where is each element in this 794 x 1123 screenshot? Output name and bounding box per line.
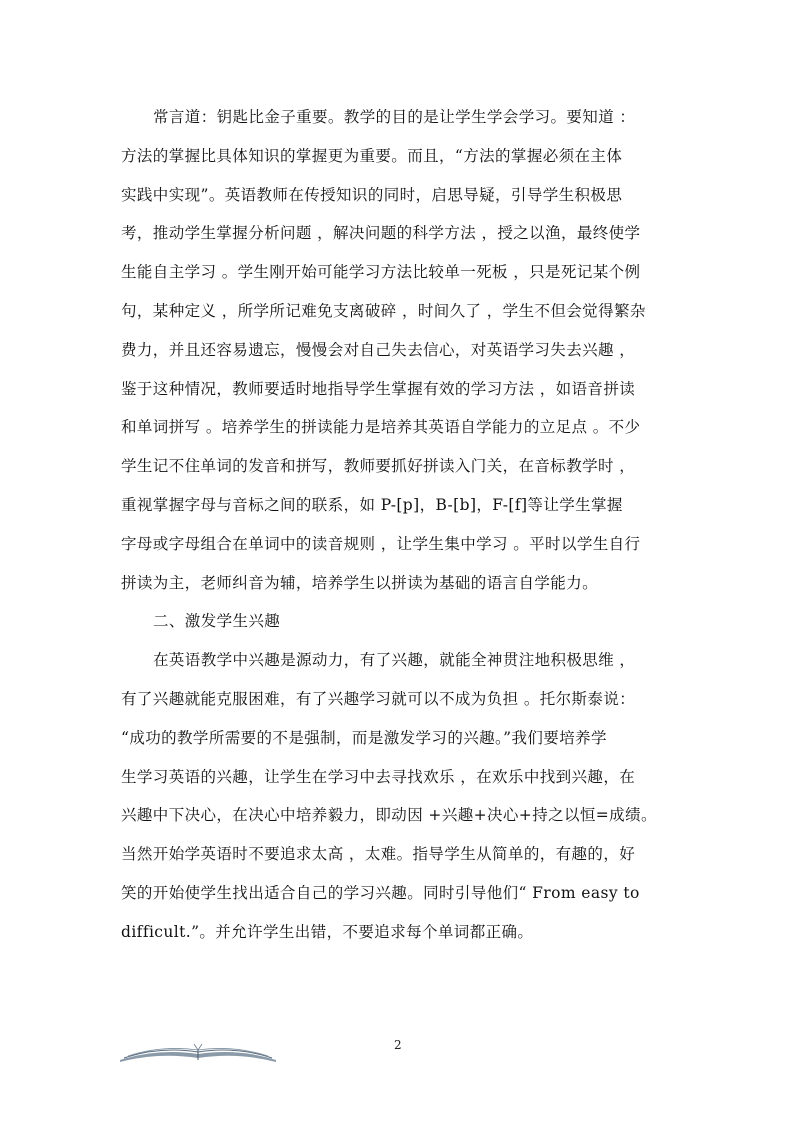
paragraph-line: 字母或字母组合在单词中的读音规则 ，让学生集中学习 。平时以学生自行: [121, 534, 641, 553]
body-text: [121, 98, 681, 952]
open-book-icon: [118, 1040, 278, 1064]
paragraph-line: 实践中实现”。英语教师在传授知识的同时，启思导疑，引导学生积极思: [121, 185, 623, 204]
paragraph-line: 费力，并且还容易遗忘，慢慢会对自己失去信心，对英语学习失去兴趣 ，: [121, 340, 636, 359]
paragraph-line: difficult.”。并允许学生出错，不要追求每个单词都正确。: [121, 922, 534, 941]
paragraph-line: 在英语教学中兴趣是源动力，有了兴趣，就能全神贯注地积极思维 ，: [153, 651, 636, 670]
paragraph-line: 考，推动学生掌握分析问题 ，解决问题的科学方法 ，授之以渔，最终使学: [121, 224, 641, 243]
section-heading: 二、激发学生兴趣: [153, 612, 281, 631]
paragraph-line: 当然开始学英语时不要追求太高 ，太难。指导学生从简单的，有趣的，好: [121, 845, 636, 864]
paragraph-line: 重视掌握字母与音标之间的联系，如 P-[p]，B-[b]，F-[f]等让学生掌握: [121, 495, 623, 514]
paragraph-line: 笑的开始使学生找出适合自己的学习兴趣。同时引导他们“ From easy to: [121, 883, 640, 902]
paragraph-line: 生能自主学习 。学生刚开始可能学习方法比较单一死板 ，只是死记某个例: [121, 263, 641, 282]
page-number: 2: [394, 1038, 402, 1052]
paragraph-line: 常言道：钥匙比金子重要。教学的目的是让学生学会学习。要知道 ：: [153, 108, 636, 126]
paragraph-line: 生学习英语的兴趣，让学生在学习中去寻找欢乐 ，在欢乐中找到兴趣，在: [121, 767, 636, 786]
paragraph-line: 有了兴趣就能克服困难，有了兴趣学习就可以不成为负担 。托尔斯泰说：: [121, 689, 636, 708]
paragraph-line: 学生记不住单词的发音和拼写，教师要抓好拼读入门关，在音标教学时 ，: [121, 457, 636, 476]
paragraph-line: “成功的教学所需要的不是强制，而是激发学习的兴趣。”我们要培养学: [121, 728, 607, 747]
paragraph-line: 拼读为主，老师纠音为辅，培养学生以拼读为基础的语言自学能力。: [121, 573, 599, 592]
paragraph-line: 句，某种定义 ，所学所记难免支离破碎 ，时间久了 ，学生不但会觉得繁杂: [121, 301, 646, 320]
paragraph-line: 方法的掌握比具体知识的掌握更为重要。而且，“方法的掌握必须在主体: [121, 146, 623, 165]
paragraph-line: 鉴于这种情况，教师要适时地指导学生掌握有效的学习方法 ，如语音拼读: [121, 379, 636, 398]
paragraph-line: 兴趣中下决心，在决心中培养毅力，即动因 +兴趣+决心+持之以恒=成绩。: [121, 806, 657, 825]
paragraph-line: 和单词拼写 。培养学生的拼读能力是培养其英语自学能力的立足点 。不少: [121, 418, 641, 437]
